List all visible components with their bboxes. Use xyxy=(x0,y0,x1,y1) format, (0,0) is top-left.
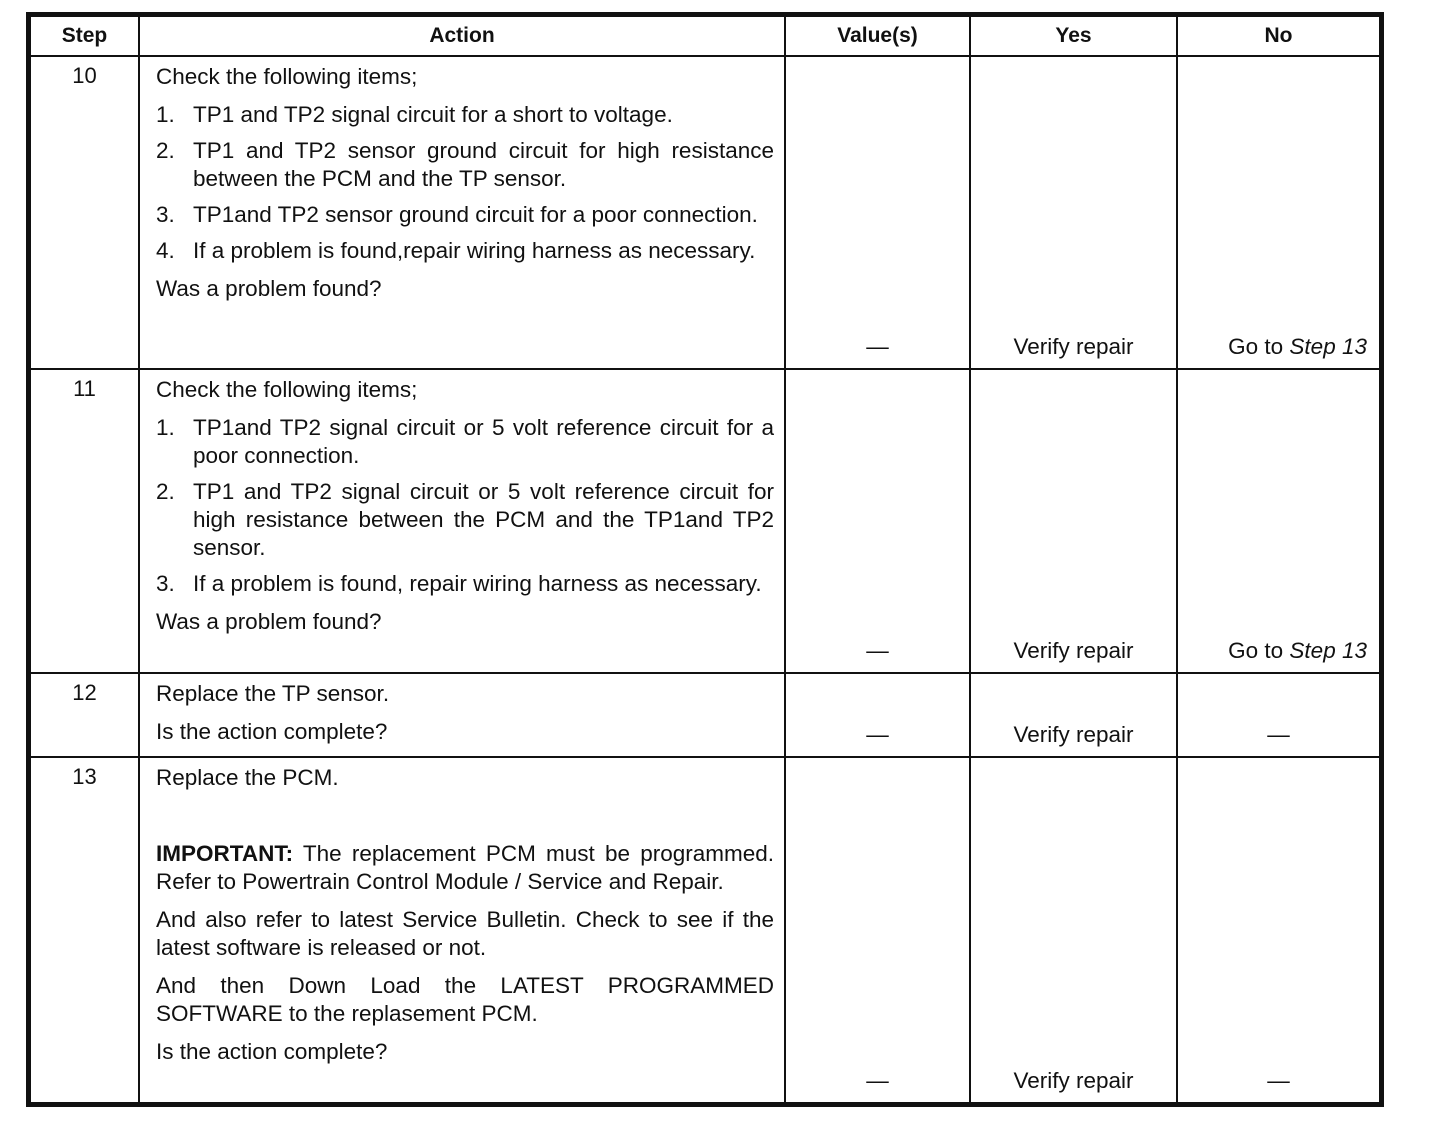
list-item: 1. TP1and TP2 signal circuit or 5 volt reference circuit for a poor connection. xyxy=(156,415,774,468)
value-cell: — xyxy=(785,369,970,673)
important-label: IMPORTANT: xyxy=(156,841,294,866)
table-row-step-12 xyxy=(30,673,1380,757)
table-row-step-11 xyxy=(30,369,1380,673)
header-no: No xyxy=(1177,16,1380,56)
spacer xyxy=(156,802,774,840)
list-item: 1. TP1 and TP2 signal circuit for a short to voltage. xyxy=(156,102,673,127)
check-list xyxy=(156,414,774,598)
step-number: 11 xyxy=(30,369,139,673)
table-row-step-13 xyxy=(30,757,1380,1103)
header-action: Action xyxy=(139,16,785,56)
action-intro: Check the following items; xyxy=(156,377,418,402)
action-intro: Replace the TP sensor. xyxy=(156,681,390,706)
list-item: 3. TP1and TP2 sensor ground circuit for a poor connection. xyxy=(156,202,758,227)
diagnostic-table xyxy=(29,15,1381,1104)
action-question: Was a problem found? xyxy=(156,276,382,301)
no-cell: — xyxy=(1177,757,1380,1103)
list-item: 3. If a problem is found, repair wiring harness as necessary. xyxy=(156,571,762,596)
action-cell xyxy=(139,757,785,1103)
list-item: 2. TP1 and TP2 signal circuit or 5 volt reference circuit for high resistance between the PCM and the TP1and TP2 sensor. xyxy=(156,479,774,560)
important-note xyxy=(156,840,774,896)
value-cell: — xyxy=(785,757,970,1103)
list-item: 4. If a problem is found,repair wiring harness as necessary. xyxy=(156,238,756,263)
download-software-note: And then Down Load the LATEST PROGRAMMED SOFTWARE to the replasement PCM. xyxy=(156,973,774,1026)
service-bulletin-note: And also refer to latest Service Bulletin. Check to see if the latest software is released or not. xyxy=(156,907,774,960)
important-text: The replacement PCM must be programmed. Refer to Powertrain Control Module / Service and Repair. xyxy=(156,841,774,894)
action-question: Is the action complete? xyxy=(156,1039,388,1064)
action-question: Was a problem found? xyxy=(156,609,382,634)
list-item: 2. TP1 and TP2 sensor ground circuit for high resistance between the PCM and the TP sensor. xyxy=(156,138,774,191)
header-row xyxy=(30,16,1380,56)
no-cell: — xyxy=(1177,673,1380,757)
step-number: 12 xyxy=(30,673,139,757)
header-values: Value(s) xyxy=(785,16,970,56)
header-step: Step xyxy=(30,16,139,56)
step-number: 10 xyxy=(30,56,139,369)
no-cell: Go to Step 13 xyxy=(1177,56,1380,369)
action-intro: Check the following items; xyxy=(156,64,418,89)
yes-cell: Verify repair xyxy=(970,757,1177,1103)
value-cell: — xyxy=(785,673,970,757)
action-cell xyxy=(139,673,785,757)
table-row-step-10 xyxy=(30,56,1380,369)
action-cell xyxy=(139,369,785,673)
value-cell: — xyxy=(785,56,970,369)
check-list xyxy=(156,101,774,265)
yes-cell: Verify repair xyxy=(970,56,1177,369)
header-yes: Yes xyxy=(970,16,1177,56)
yes-cell: Verify repair xyxy=(970,673,1177,757)
no-cell: Go to Step 13 xyxy=(1177,369,1380,673)
diagnostic-table-sheet xyxy=(26,12,1384,1107)
action-cell xyxy=(139,56,785,369)
step-number: 13 xyxy=(30,757,139,1103)
yes-cell: Verify repair xyxy=(970,369,1177,673)
action-question: Is the action complete? xyxy=(156,719,388,744)
action-intro: Replace the PCM. xyxy=(156,765,339,790)
